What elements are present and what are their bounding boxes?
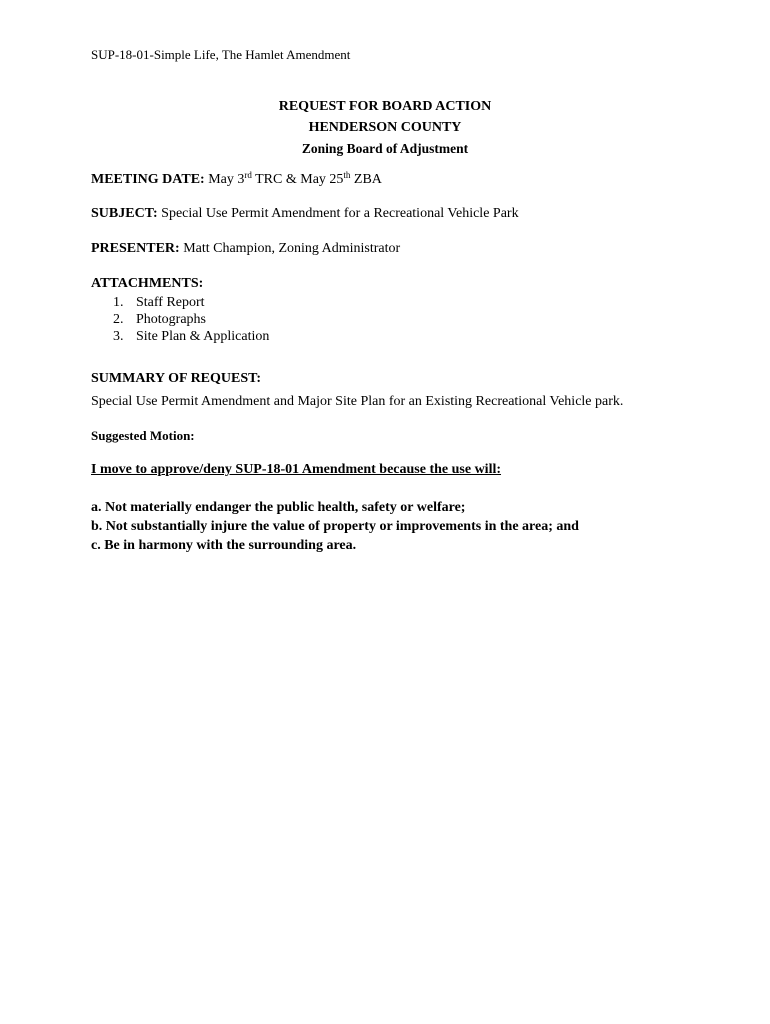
attachment-number: 1.	[113, 295, 124, 310]
title-line-1: REQUEST FOR BOARD ACTION	[278, 99, 492, 114]
attachment-text: Staff Report	[136, 295, 205, 310]
suggested-motion-heading	[91, 428, 195, 445]
attachments-label: ATTACHMENTS:	[91, 276, 204, 291]
criterion-item: c. Be in harmony with the surrounding area.	[91, 538, 357, 553]
criterion-item: b. Not substantially injure the value of property or improvements in the area; and	[91, 519, 579, 534]
meeting-date	[91, 172, 382, 188]
attachment-text: Site Plan & Application	[136, 329, 270, 344]
subject-value: Special Use Permit Amendment for a Recreational Vehicle Park	[157, 206, 519, 221]
suggested-motion-label: Suggested Motion:	[91, 428, 195, 443]
title-block	[0, 96, 770, 159]
attachment-number: 3.	[113, 329, 124, 344]
attachment-item	[113, 294, 269, 311]
title-line-2: HENDERSON COUNTY	[308, 120, 462, 135]
summary-text: Special Use Permit Amendment and Major Site Plan for an Existing Recreational Vehicle park.	[91, 394, 624, 409]
meeting-date-part1: May 3	[204, 172, 245, 187]
attachment-item	[113, 328, 269, 345]
attachment-number: 2.	[113, 312, 124, 327]
summary-heading	[91, 371, 261, 387]
motion-criteria	[91, 498, 579, 555]
attachments-heading	[91, 276, 203, 292]
criterion-item: a. Not materially endanger the public health, safety or welfare;	[91, 500, 466, 515]
title-line-3: Zoning Board of Adjustment	[301, 141, 469, 156]
meeting-date-part2: TRC & May 25	[251, 172, 344, 187]
meeting-date-sup1: rd	[244, 170, 252, 180]
attachments-list	[113, 294, 269, 345]
presenter-label: PRESENTER:	[91, 241, 180, 256]
motion-statement: I move to approve/deny SUP-18-01 Amendment because the use will:	[91, 462, 502, 477]
meeting-date-label: MEETING DATE:	[91, 172, 205, 187]
attachment-item	[113, 311, 269, 328]
attachment-text: Photographs	[136, 312, 206, 327]
presenter	[91, 241, 400, 257]
summary-label: SUMMARY OF REQUEST:	[91, 371, 262, 386]
subject	[91, 206, 519, 222]
file-label: SUP-18-01-Simple Life, The Hamlet Amendment	[91, 47, 351, 62]
meeting-date-part3: ZBA	[350, 172, 382, 187]
subject-label: SUBJECT:	[91, 206, 158, 221]
presenter-value: Matt Champion, Zoning Administrator	[179, 241, 401, 256]
meeting-date-sup2: th	[343, 170, 351, 180]
